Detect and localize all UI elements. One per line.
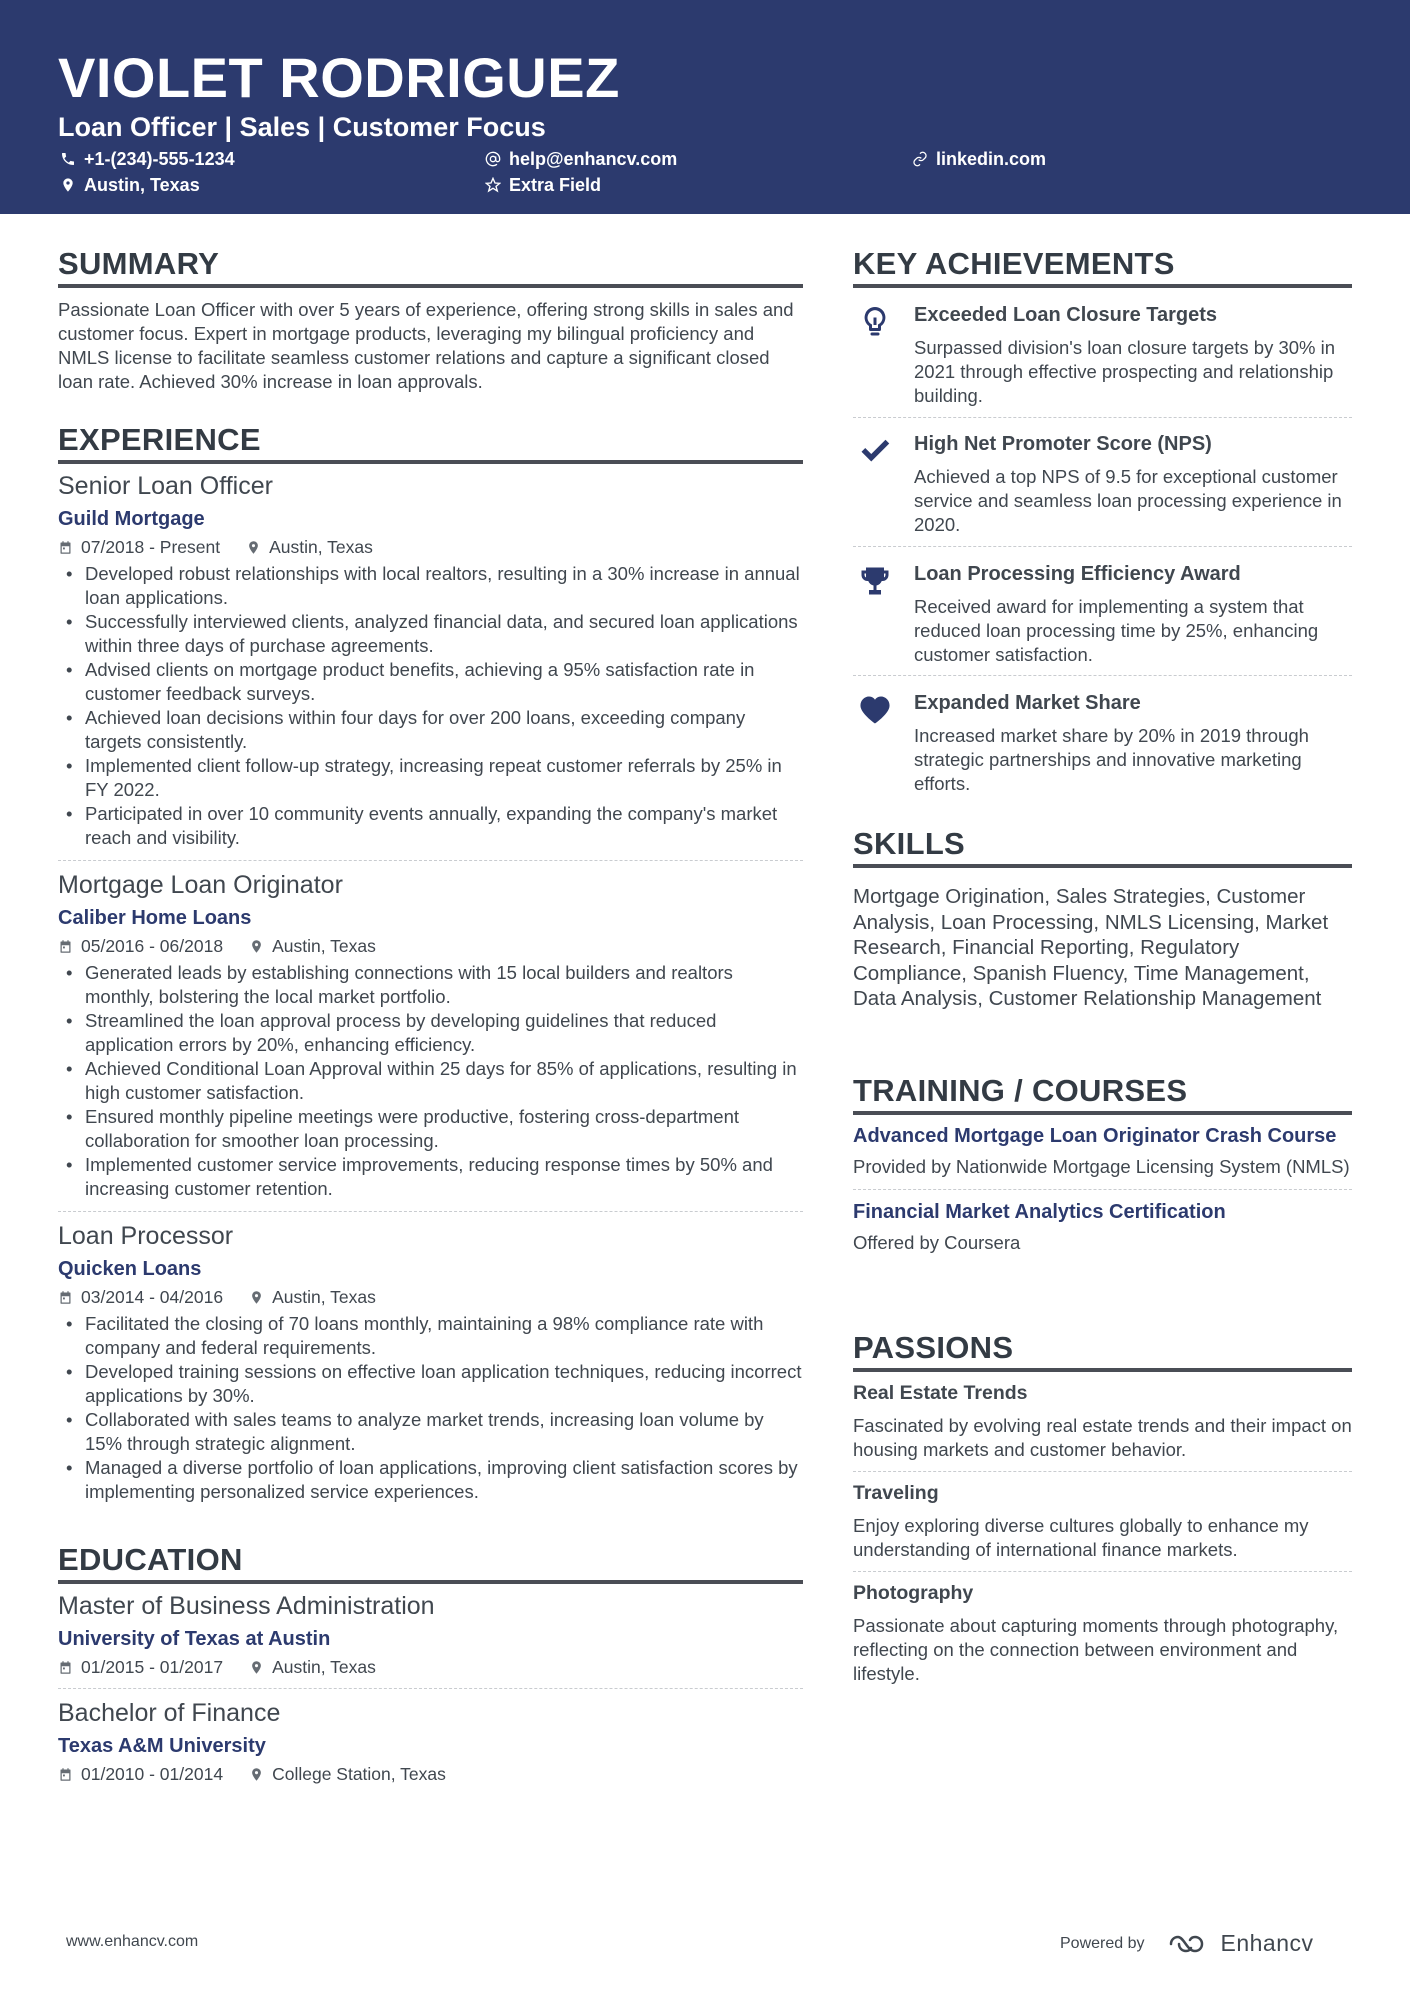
skills-rule xyxy=(853,864,1352,868)
passion-title: Photography xyxy=(853,1582,974,1604)
passion-entry xyxy=(853,1381,1352,1462)
course-title: Advanced Mortgage Loan Originator Crash Course xyxy=(853,1125,1337,1147)
checkmark-icon xyxy=(857,433,893,469)
experience-heading: EXPERIENCE xyxy=(58,422,261,457)
linkedin-text: linkedin.com xyxy=(936,149,1047,169)
bullet-item: • Facilitated the closing of 70 loans monthly, maintaining a 98% compliance rate with company and federal requirements. xyxy=(58,1312,803,1360)
divider xyxy=(853,1471,1352,1472)
headline: Loan Officer | Sales | Customer Focus xyxy=(58,112,546,142)
job-bullets xyxy=(58,961,803,1201)
divider xyxy=(853,417,1352,418)
divider xyxy=(58,860,803,861)
at-sign-icon xyxy=(485,151,501,167)
divider xyxy=(853,546,1352,547)
education-entry xyxy=(58,1590,803,1678)
star-icon xyxy=(485,177,501,193)
phone-text: +1-(234)-555-1234 xyxy=(84,149,235,169)
bullet-item: • Streamlined the loan approval process by developing guidelines that reduced application errors by 20%, enhancing efficiency. xyxy=(58,1009,803,1057)
passion-entry xyxy=(853,1481,1352,1562)
achievement-title: Expanded Market Share xyxy=(914,692,1141,714)
enhancv-logo-icon xyxy=(1167,1932,1213,1956)
passions-rule xyxy=(853,1368,1352,1372)
achievement-desc: Received award for implementing a system that reduced loan processing time by 25%, enhancing customer satisfaction. xyxy=(914,596,1319,665)
divider xyxy=(58,1688,803,1689)
job-location: Austin, Texas xyxy=(269,537,373,557)
link-icon xyxy=(912,151,928,167)
lightbulb-icon xyxy=(857,304,893,340)
bullet-item: • Ensured monthly pipeline meetings were productive, fostering cross-department collaboration for smoother loan processing. xyxy=(58,1105,803,1153)
trophy-icon xyxy=(857,563,893,599)
education-dates: 01/2010 - 01/2014 xyxy=(81,1764,224,1784)
job-dates: 03/2014 - 04/2016 xyxy=(81,1287,224,1307)
divider xyxy=(853,675,1352,676)
bullet-item: • Developed training sessions on effective loan application techniques, reducing incorrect applications by 30%. xyxy=(58,1360,803,1408)
powered-by-label: Powered by xyxy=(1060,1934,1145,1952)
bullet-item: • Implemented client follow-up strategy, increasing repeat customer referrals by 25% in FY 2022. xyxy=(58,754,803,802)
passion-entry xyxy=(853,1581,1352,1686)
bullet-item: • Implemented customer service improvements, reducing response times by 50% and increasing customer retention. xyxy=(58,1153,803,1201)
achievement-item xyxy=(853,690,1352,800)
achievements-heading: KEY ACHIEVEMENTS xyxy=(853,246,1175,281)
achievement-title: Loan Processing Efficiency Award xyxy=(914,563,1241,585)
course-provider: Provided by Nationwide Mortgage Licensing System (NMLS) xyxy=(853,1156,1350,1177)
job-title: Loan Processor xyxy=(58,1222,234,1250)
bullet-item: • Achieved loan decisions within four days for over 200 loans, exceeding company targets consistently. xyxy=(58,706,803,754)
achievement-title: Exceeded Loan Closure Targets xyxy=(914,304,1218,326)
course-entry xyxy=(853,1124,1352,1179)
contact-email[interactable] xyxy=(485,148,677,170)
company-name[interactable]: Caliber Home Loans xyxy=(58,907,252,929)
education-heading: EDUCATION xyxy=(58,1542,243,1577)
bullet-item: • Generated leads by establishing connections with 15 local builders and realtors monthly, bolstering the local market portfolio. xyxy=(58,961,803,1009)
bullet-item: • Achieved Conditional Loan Approval within 25 days for 85% of applications, resulting in high customer satisfaction. xyxy=(58,1057,803,1105)
education-location: College Station, Texas xyxy=(272,1764,446,1784)
divider xyxy=(58,1211,803,1212)
bullet-item: • Participated in over 10 community events annually, expanding the company's market reach and visibility. xyxy=(58,802,803,850)
calendar-icon xyxy=(58,1660,73,1675)
course-entry xyxy=(853,1200,1352,1255)
candidate-name: VIOLET RODRIGUEZ xyxy=(58,46,620,109)
job-meta xyxy=(58,536,803,558)
divider xyxy=(853,1571,1352,1572)
contact-linkedin[interactable] xyxy=(912,148,1046,170)
degree-title: Bachelor of Finance xyxy=(58,1699,281,1727)
skills-list: Mortgage Origination, Sales Strategies, Customer Analysis, Loan Processing, NMLS Licensing, Market Research, Financial Reporting, Regulatory Compliance, Spanish Fluency, Time Management, Data Analysis, Customer Relationship Management xyxy=(853,885,1329,1010)
course-title: Financial Market Analytics Certification xyxy=(853,1201,1226,1223)
footer-website[interactable]: www.enhancv.com xyxy=(66,1933,199,1950)
training-rule xyxy=(853,1111,1352,1115)
map-pin-icon xyxy=(246,540,261,555)
map-pin-icon xyxy=(60,177,76,193)
achievement-item xyxy=(853,561,1352,671)
enhancv-logo[interactable] xyxy=(1167,1930,1314,1957)
bullet-item: • Managed a diverse portfolio of loan applications, improving client satisfaction scores by implementing personalized service experiences. xyxy=(58,1456,803,1504)
achievement-title: High Net Promoter Score (NPS) xyxy=(914,433,1212,455)
calendar-icon xyxy=(58,1290,73,1305)
job-location: Austin, Texas xyxy=(272,1287,376,1307)
footer-branding[interactable] xyxy=(1060,1930,1314,1957)
achievement-item xyxy=(853,431,1352,541)
experience-list xyxy=(58,470,803,1504)
map-pin-icon xyxy=(249,1660,264,1675)
experience-rule xyxy=(58,460,803,464)
brand-name: Enhancv xyxy=(1220,1930,1314,1956)
passions-heading: PASSIONS xyxy=(853,1330,1014,1365)
bullet-item: • Successfully interviewed clients, analyzed financial data, and secured loan applications within three days of purchase agreements. xyxy=(58,610,803,658)
job-bullets xyxy=(58,1312,803,1504)
achievement-desc: Increased market share by 20% in 2019 through strategic partnerships and innovative marketing efforts. xyxy=(914,725,1309,794)
map-pin-icon xyxy=(249,1767,264,1782)
experience-entry xyxy=(58,1220,803,1504)
achievements-rule xyxy=(853,284,1352,288)
training-heading: TRAINING / COURSES xyxy=(853,1073,1188,1108)
education-list xyxy=(58,1590,803,1785)
passion-title: Traveling xyxy=(853,1482,939,1504)
school-name[interactable]: University of Texas at Austin xyxy=(58,1628,331,1650)
location-text: Austin, Texas xyxy=(84,175,200,195)
bullet-item: • Advised clients on mortgage product benefits, achieving a 95% satisfaction rate in customer feedback surveys. xyxy=(58,658,803,706)
header-banner xyxy=(0,0,1410,214)
summary-text: Passionate Loan Officer with over 5 years of experience, offering strong skills in sales and customer focus. Expert in mortgage products, leveraging my bilingual proficiency and NMLS license to facilitate seamless customer relations and capture a significant closed loan rate. Achieved 30% increase in loan approvals. xyxy=(58,299,794,392)
education-location: Austin, Texas xyxy=(272,1657,376,1677)
job-title: Senior Loan Officer xyxy=(58,472,273,500)
bullet-item: • Developed robust relationships with local realtors, resulting in a 30% increase in annual loan applications. xyxy=(58,562,803,610)
school-name[interactable]: Texas A&M University xyxy=(58,1735,266,1757)
job-meta xyxy=(58,1286,803,1308)
experience-entry xyxy=(58,470,803,850)
passion-title: Real Estate Trends xyxy=(853,1382,1028,1404)
education-dates: 01/2015 - 01/2017 xyxy=(81,1657,224,1677)
contact-phone[interactable] xyxy=(60,148,235,170)
extra-field-text: Extra Field xyxy=(509,175,602,195)
education-rule xyxy=(58,1580,803,1584)
summary-heading: SUMMARY xyxy=(58,246,220,281)
job-dates: 05/2016 - 06/2018 xyxy=(81,936,224,956)
achievement-desc: Achieved a top NPS of 9.5 for exceptional customer service and seamless loan processing experience in 2020. xyxy=(914,466,1342,535)
company-name[interactable]: Guild Mortgage xyxy=(58,508,205,530)
summary-rule xyxy=(58,284,803,288)
degree-title: Master of Business Administration xyxy=(58,1592,435,1620)
education-meta xyxy=(58,1763,803,1785)
education-entry xyxy=(58,1697,803,1785)
job-location: Austin, Texas xyxy=(272,936,376,956)
passions-list xyxy=(853,1381,1352,1686)
experience-entry xyxy=(58,869,803,1201)
calendar-icon xyxy=(58,1767,73,1782)
contact-location xyxy=(60,174,200,196)
company-name[interactable]: Quicken Loans xyxy=(58,1258,202,1280)
job-dates: 07/2018 - Present xyxy=(81,537,221,557)
achievement-desc: Surpassed division's loan closure targets by 30% in 2021 through effective prospecting and relationship building. xyxy=(914,337,1336,406)
heart-icon xyxy=(857,692,893,728)
course-provider: Offered by Coursera xyxy=(853,1232,1021,1253)
skills-heading: SKILLS xyxy=(853,826,966,861)
passion-desc: Fascinated by evolving real estate trends and their impact on housing markets and customer behavior. xyxy=(853,1415,1352,1460)
job-meta xyxy=(58,935,803,957)
education-meta xyxy=(58,1656,803,1678)
training-list xyxy=(853,1124,1352,1255)
job-title: Mortgage Loan Originator xyxy=(58,871,343,899)
map-pin-icon xyxy=(249,1290,264,1305)
achievement-item xyxy=(853,302,1352,412)
passion-desc: Passionate about capturing moments through photography, reflecting on the connection between environment and lifestyle. xyxy=(853,1615,1339,1684)
phone-icon xyxy=(60,151,76,167)
passion-desc: Enjoy exploring diverse cultures globally to enhance my understanding of international finance markets. xyxy=(853,1515,1309,1560)
bullet-item: • Collaborated with sales teams to analyze market trends, increasing loan volume by 15% through strategic alignment. xyxy=(58,1408,803,1456)
calendar-icon xyxy=(58,939,73,954)
email-text: help@enhancv.com xyxy=(509,149,678,169)
calendar-icon xyxy=(58,540,73,555)
divider xyxy=(853,1189,1352,1190)
map-pin-icon xyxy=(249,939,264,954)
contact-extra xyxy=(485,174,601,196)
job-bullets xyxy=(58,562,803,850)
